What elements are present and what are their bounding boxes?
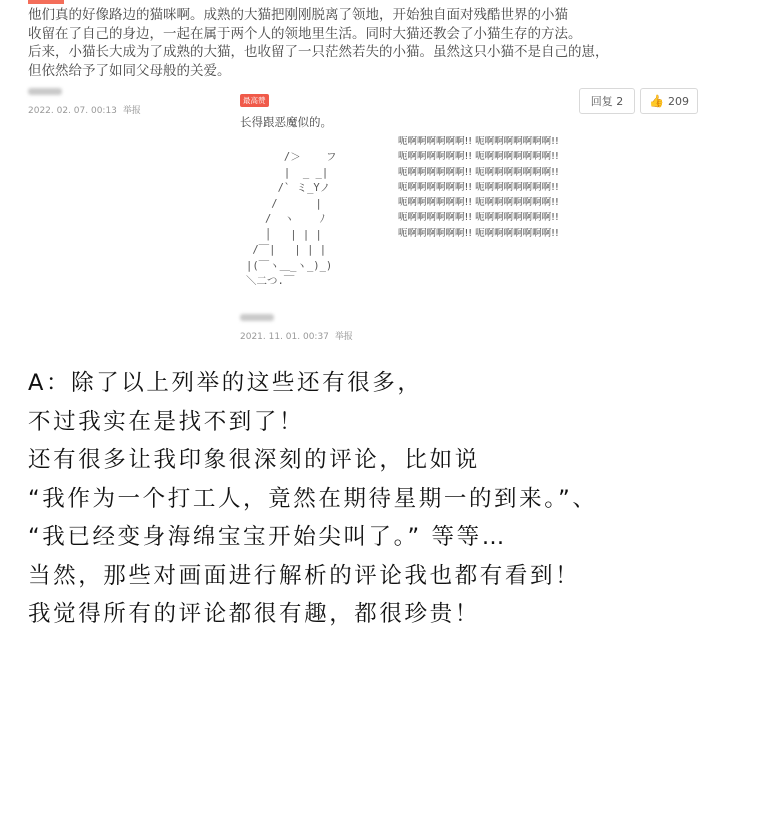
reply-meta xyxy=(240,329,353,342)
reply-label: 回复 xyxy=(590,95,613,108)
scream-line: 呃啊啊啊啊啊啊!! 呃啊啊啊啊啊啊啊!! xyxy=(398,197,559,209)
reply-username-blurred xyxy=(240,314,274,321)
comment-top-tag xyxy=(28,0,64,4)
reply-text: 长得跟恶魔似的。 xyxy=(240,115,332,129)
scream-line: 呃啊啊啊啊啊啊!! 呃啊啊啊啊啊啊啊!! xyxy=(398,181,559,193)
comment-meta xyxy=(28,103,141,116)
scream-line: 呃啊啊啊啊啊啊!! 呃啊啊啊啊啊啊啊!! xyxy=(398,227,559,239)
reply-button[interactable] xyxy=(579,88,635,114)
scream-line: 呃啊啊啊啊啊啊!! 呃啊啊啊啊啊啊啊!! xyxy=(398,212,559,224)
comment-line: 收留在了自己的身边，一起在属于两个人的领地里生活。同时大猫还教会了小猫生存的方法。 xyxy=(28,25,582,42)
handwritten-line: 当然，那些对画面进行解析的评论我也都有看到！ xyxy=(28,562,581,589)
handwritten-answer xyxy=(28,364,597,634)
handwritten-line: 不过我实在是找不到了！ xyxy=(28,408,305,435)
scream-line: 呃啊啊啊啊啊啊!! 呃啊啊啊啊啊啊啊!! xyxy=(398,136,559,147)
handwritten-line: A：除了以上列举的这些还有很多， xyxy=(28,370,423,396)
top-liked-badge: 最高赞 xyxy=(240,94,269,107)
ascii-cat-art: /＞ フ | _ _| /` ミ_Yノ / | / ヽ ﾉ │ | | | /￣| | | | |(￣ヽ＿_ヽ_)_) ＼二つ.￣ xyxy=(246,151,337,287)
comment-line: 后来，小猫长大成为了成熟的大猫，也收留了一只茫然若失的小猫。虽然这只小猫不是自己的崽， xyxy=(28,44,609,60)
like-count: 209 xyxy=(667,94,689,108)
reply-date: 2021. 11. 01. 00:37 xyxy=(240,332,329,342)
comment-username-blurred xyxy=(28,88,62,95)
reply-report-link[interactable]: 举报 xyxy=(334,332,353,342)
comment-body xyxy=(28,6,728,80)
handwritten-line: “我作为一个打工人，竟然在期待星期一的到来。”、 xyxy=(28,485,598,512)
handwritten-line: 我觉得所有的评论都很有趣，都很珍贵！ xyxy=(28,601,480,627)
like-button[interactable] xyxy=(640,88,698,114)
thumbs-up-icon: 👍 xyxy=(649,94,664,108)
comment-date: 2022. 02. 07. 00:13 xyxy=(28,106,117,116)
scream-text-block xyxy=(398,134,559,241)
comment-line: 但依然给予了如同父母般的关爱。 xyxy=(28,62,231,79)
scream-line: 呃啊啊啊啊啊啊!! 呃啊啊啊啊啊啊啊!! xyxy=(398,151,559,163)
handwritten-line: 还有很多让我印象很深刻的评论，比如说 xyxy=(28,447,480,473)
handwritten-line: “我已经变身海绵宝宝开始尖叫了。” 等等… xyxy=(28,524,507,550)
comment-report-link[interactable]: 举报 xyxy=(122,106,141,116)
reply-count: 2 xyxy=(616,94,624,108)
scream-line: 呃啊啊啊啊啊啊!! 呃啊啊啊啊啊啊啊!! xyxy=(398,166,559,178)
comment-line: 他们真的好像路边的猫咪啊。成熟的大猫把刚刚脱离了领地，开始独自面对残酷世界的小猫 xyxy=(28,7,568,23)
